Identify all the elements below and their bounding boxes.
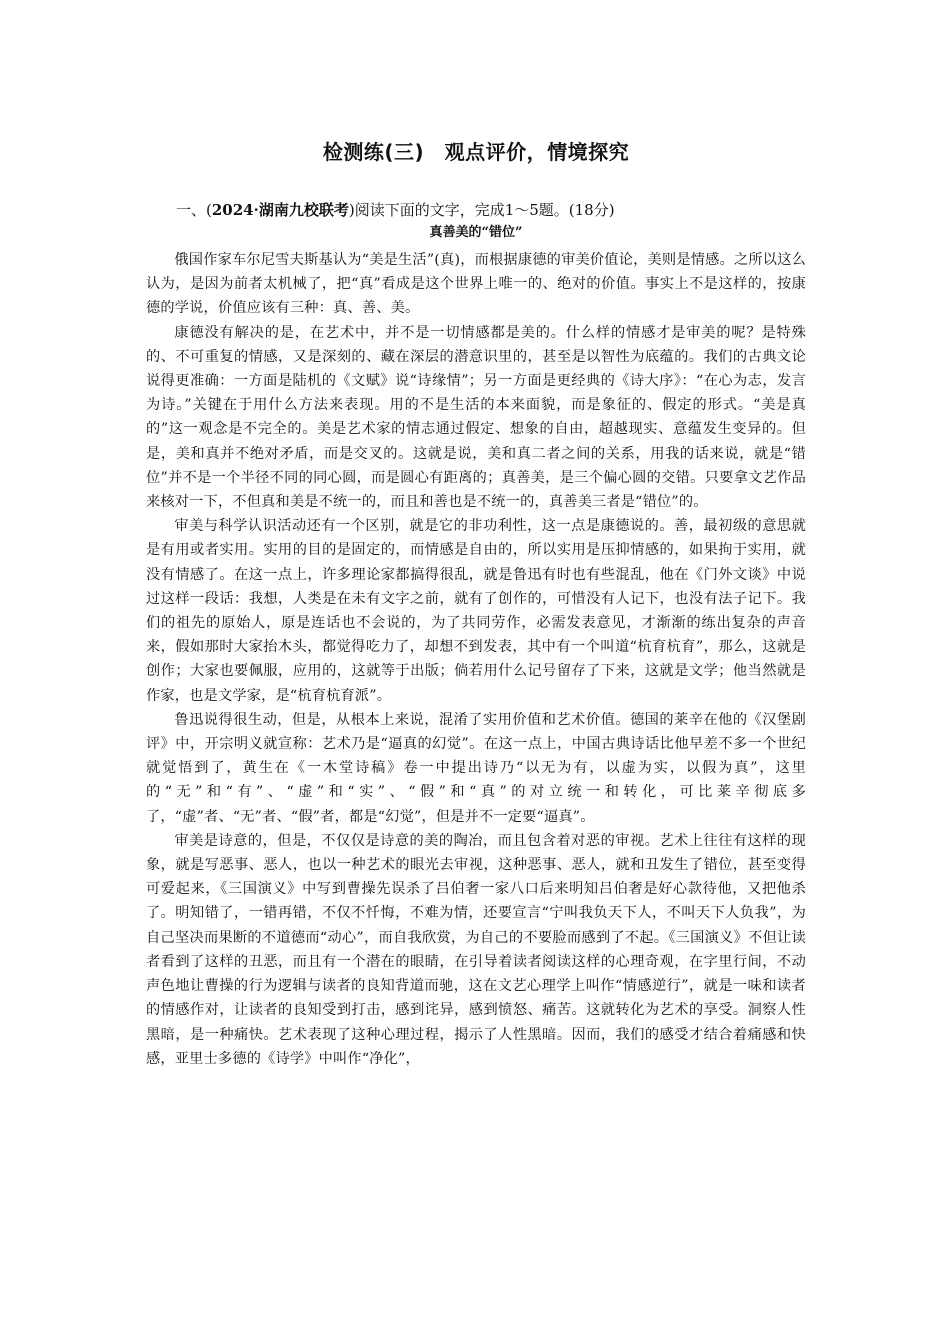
question-source: 2024·湖南九校联考 bbox=[211, 201, 349, 219]
question-instruction: )阅读下面的文字，完成1～5题。(18分) bbox=[348, 201, 615, 219]
page-title: 检测练(三) 观点评价，情境探究 bbox=[322, 140, 630, 164]
question-heading bbox=[146, 200, 806, 220]
paragraph-4: 鲁迅说得很生动，但是，从根本上来说，混淆了实用价值和艺术价值。德国的莱辛在他的《汉堡剧评》中，开宗明义就宣称：艺术乃是“逼真的幻觉”。在这一点上，中国古典诗话比他早差不多一个世纪就觉悟到了，黄生在《一木堂诗稿》卷一中提出诗乃“以无为有，以虚为实，以假为真”，这里的“无”和“有”、“虚”和“实”、“假”和“真”的对立统一和转化，可比莱辛彻底多了，“虚”者、“无”者、“假”者，都是“幻觉”，但是并不一定要“逼真”。 bbox=[146, 711, 806, 825]
paragraph-2: 康德没有解决的是，在艺术中，并不是一切情感都是美的。什么样的情感才是审美的呢？是特殊的、不可重复的情感，又是深刻的、藏在深层的潜意识里的，甚至是以智性为底蕴的。我们的古典文论说得更准确：一方面是陆机的《文赋》说“诗缘情”；另一方面是更经典的《诗大序》：“在心为志，发言为诗。”关键在于用什么方法来表现。用的不是生活的本来面貌，而是象征的、假定的形式。“美是真的”这一观念是不完全的。美是艺术家的情志通过假定、想象的自由，超越现实、意蕴发生变异的。但是，美和真并不绝对矛盾，而是交叉的。这就是说，美和真二者之间的关系，用我的话来说，就是“错位”并不是一个半径不同的同心圆，而是圆心有距离的；真善美，是三个偏心圆的交错。只要拿文艺作品来核对一下，不但真和美是不统一的，而且和善也是不统一的，真善美三者是“错位”的。 bbox=[146, 324, 806, 511]
paragraph-3: 审美与科学认识活动还有一个区别，就是它的非功利性，这一点是康德说的。善，最初级的意思就是有用或者实用。实用的目的是固定的，而情感是自由的，所以实用是压抑情感的，如果拘于实用，就没有情感了。在这一点上，许多理论家都搞得很乱，就是鲁迅有时也有些混乱，他在《门外文谈》中说过这样一段话：我想，人类是在未有文字之前，就有了创作的，可惜没有人记下，也没有法子记下。我们的祖先的原始人，原是连话也不会说的，为了共同劳作，必需发表意见，才渐渐的练出复杂的声音来，假如那时大家抬木头，都觉得吃力了，却想不到发表，其中有一个叫道“杭育杭育”，那么，这就是创作；大家也要佩服，应用的，这就等于出版；倘若用什么记号留存了下来，这就是文学；他当然就是作家，也是文学家，是“杭育杭育派”。 bbox=[146, 518, 806, 704]
document-page bbox=[146, 138, 806, 1071]
paragraph-5: 审美是诗意的，但是，不仅仅是诗意的美的陶冶，而且包含着对恶的审视。艺术上往往有这样的现象，就是写恶事、恶人，也以一种艺术的眼光去审视，这种恶事、恶人，就和丑发生了错位，甚至变得可爱起来，《三国演义》中写到曹操先误杀了吕伯奢一家八口后来明知吕伯奢是好心款待他，又把他杀了。明知错了，一错再错，不仅不忏悔，不难为情，还要宣言“宁叫我负天下人，不叫天下人负我”，为自己坚决而果断的不道德而“动心”，而自我欣赏，为自己的不要脸而感到了不起。《三国演义》不但让读者看到了这样的丑恶，而且有一个潜在的眼睛，在引导着读者阅读这样的心理奇观，在字里行间，不动声色地让曹操的行为逻辑与读者的良知背道而驰，这在文艺心理学上叫作“情感逆行”，就是一味和读者的情感作对，让读者的良知受到打击，感到诧异，感到愤怒、痛苦。这就转化为艺术的享受。洞察人性黑暗，是一种痛快。艺术表现了这种心理过程，揭示了人性黑暗。因而，我们的感受才结合着痛感和快感，亚里士多德的《诗学》中叫作“净化”， bbox=[146, 832, 806, 1067]
paragraph-1: 俄国作家车尔尼雪夫斯基认为“美是生活”(真)，而根据康德的审美价值论，美则是情感。之所以这么认为，是因为前者太机械了，把“真”看成是这个世界上唯一的、绝对的价值。事实上不是这样的，按康德的学说，价值应该有三种：真、善、美。 bbox=[146, 252, 806, 317]
question-prefix: 一、( bbox=[176, 201, 212, 219]
article-title: 真善美的“错位” bbox=[429, 225, 523, 240]
